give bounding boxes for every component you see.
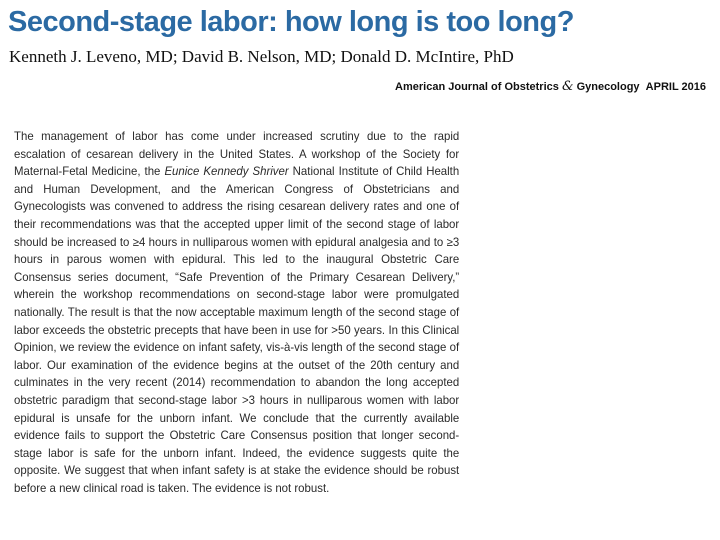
article-title: Second-stage labor: how long is too long? bbox=[8, 6, 574, 38]
abstract-part-2: National Institute of Child Health and Human Development, and the American Congress of Obstetricians and Gynecologists was convened to address the rising cesarean delivery rates and one of their recommendations was that the accepted upper limit of the second stage of labor should be increased to ≥4 hours in nulliparous women with epidural analgesia and to ≥3 hours in parous women with epidural. This led to the inaugural Obstetric Care Consensus series document, “Safe Prevention of the Primary Cesarean Delivery,” wherein the workshop recommendations on second-stage labor were promulgated nationally. The result is that the now acceptable maximum length of the second stage of labor exceeds the obstetric precepts that have been in use for >50 years. In this Clinical Opinion, we review the evidence on infant safety, vis-à-vis length of the second stage of labor. Our examination of the evidence begins at the outset of the 20th century and culminates in the very recent (2014) recommendation to abandon the long accepted obstetric paradigm that second-stage labor >3 hours in nulliparous women with labor epidural is unsafe for the unborn infant. We conclude that the currently available evidence fails to support the Obstetric Care Consensus position that longer second-stage labor is safe for the unborn infant. Indeed, the evidence suggests quite the opposite. We suggest that when infant safety is at stake the evidence should be robust before a new clinical road is taken. The evidence is not robust. bbox=[14, 165, 460, 495]
abstract-italic-name: Eunice Kennedy Shriver bbox=[164, 165, 289, 179]
abstract-text bbox=[14, 128, 459, 497]
journal-name-part1: American Journal of Obstetrics bbox=[395, 81, 559, 93]
author-list: Kenneth J. Leveno, MD; David B. Nelson, MD; Donald D. McIntire, PhD bbox=[9, 47, 514, 66]
journal-ampersand: & bbox=[561, 79, 574, 94]
journal-name-part2: Gynecology bbox=[576, 81, 640, 93]
journal-citation bbox=[395, 79, 706, 94]
abstract-part-1: The management of labor has come under increased scrutiny due to the rapid escalation of cesarean delivery in the United States. A workshop of the Society for Maternal-Fetal Medicine, the bbox=[14, 130, 460, 179]
journal-date: APRIL 2016 bbox=[645, 81, 706, 93]
